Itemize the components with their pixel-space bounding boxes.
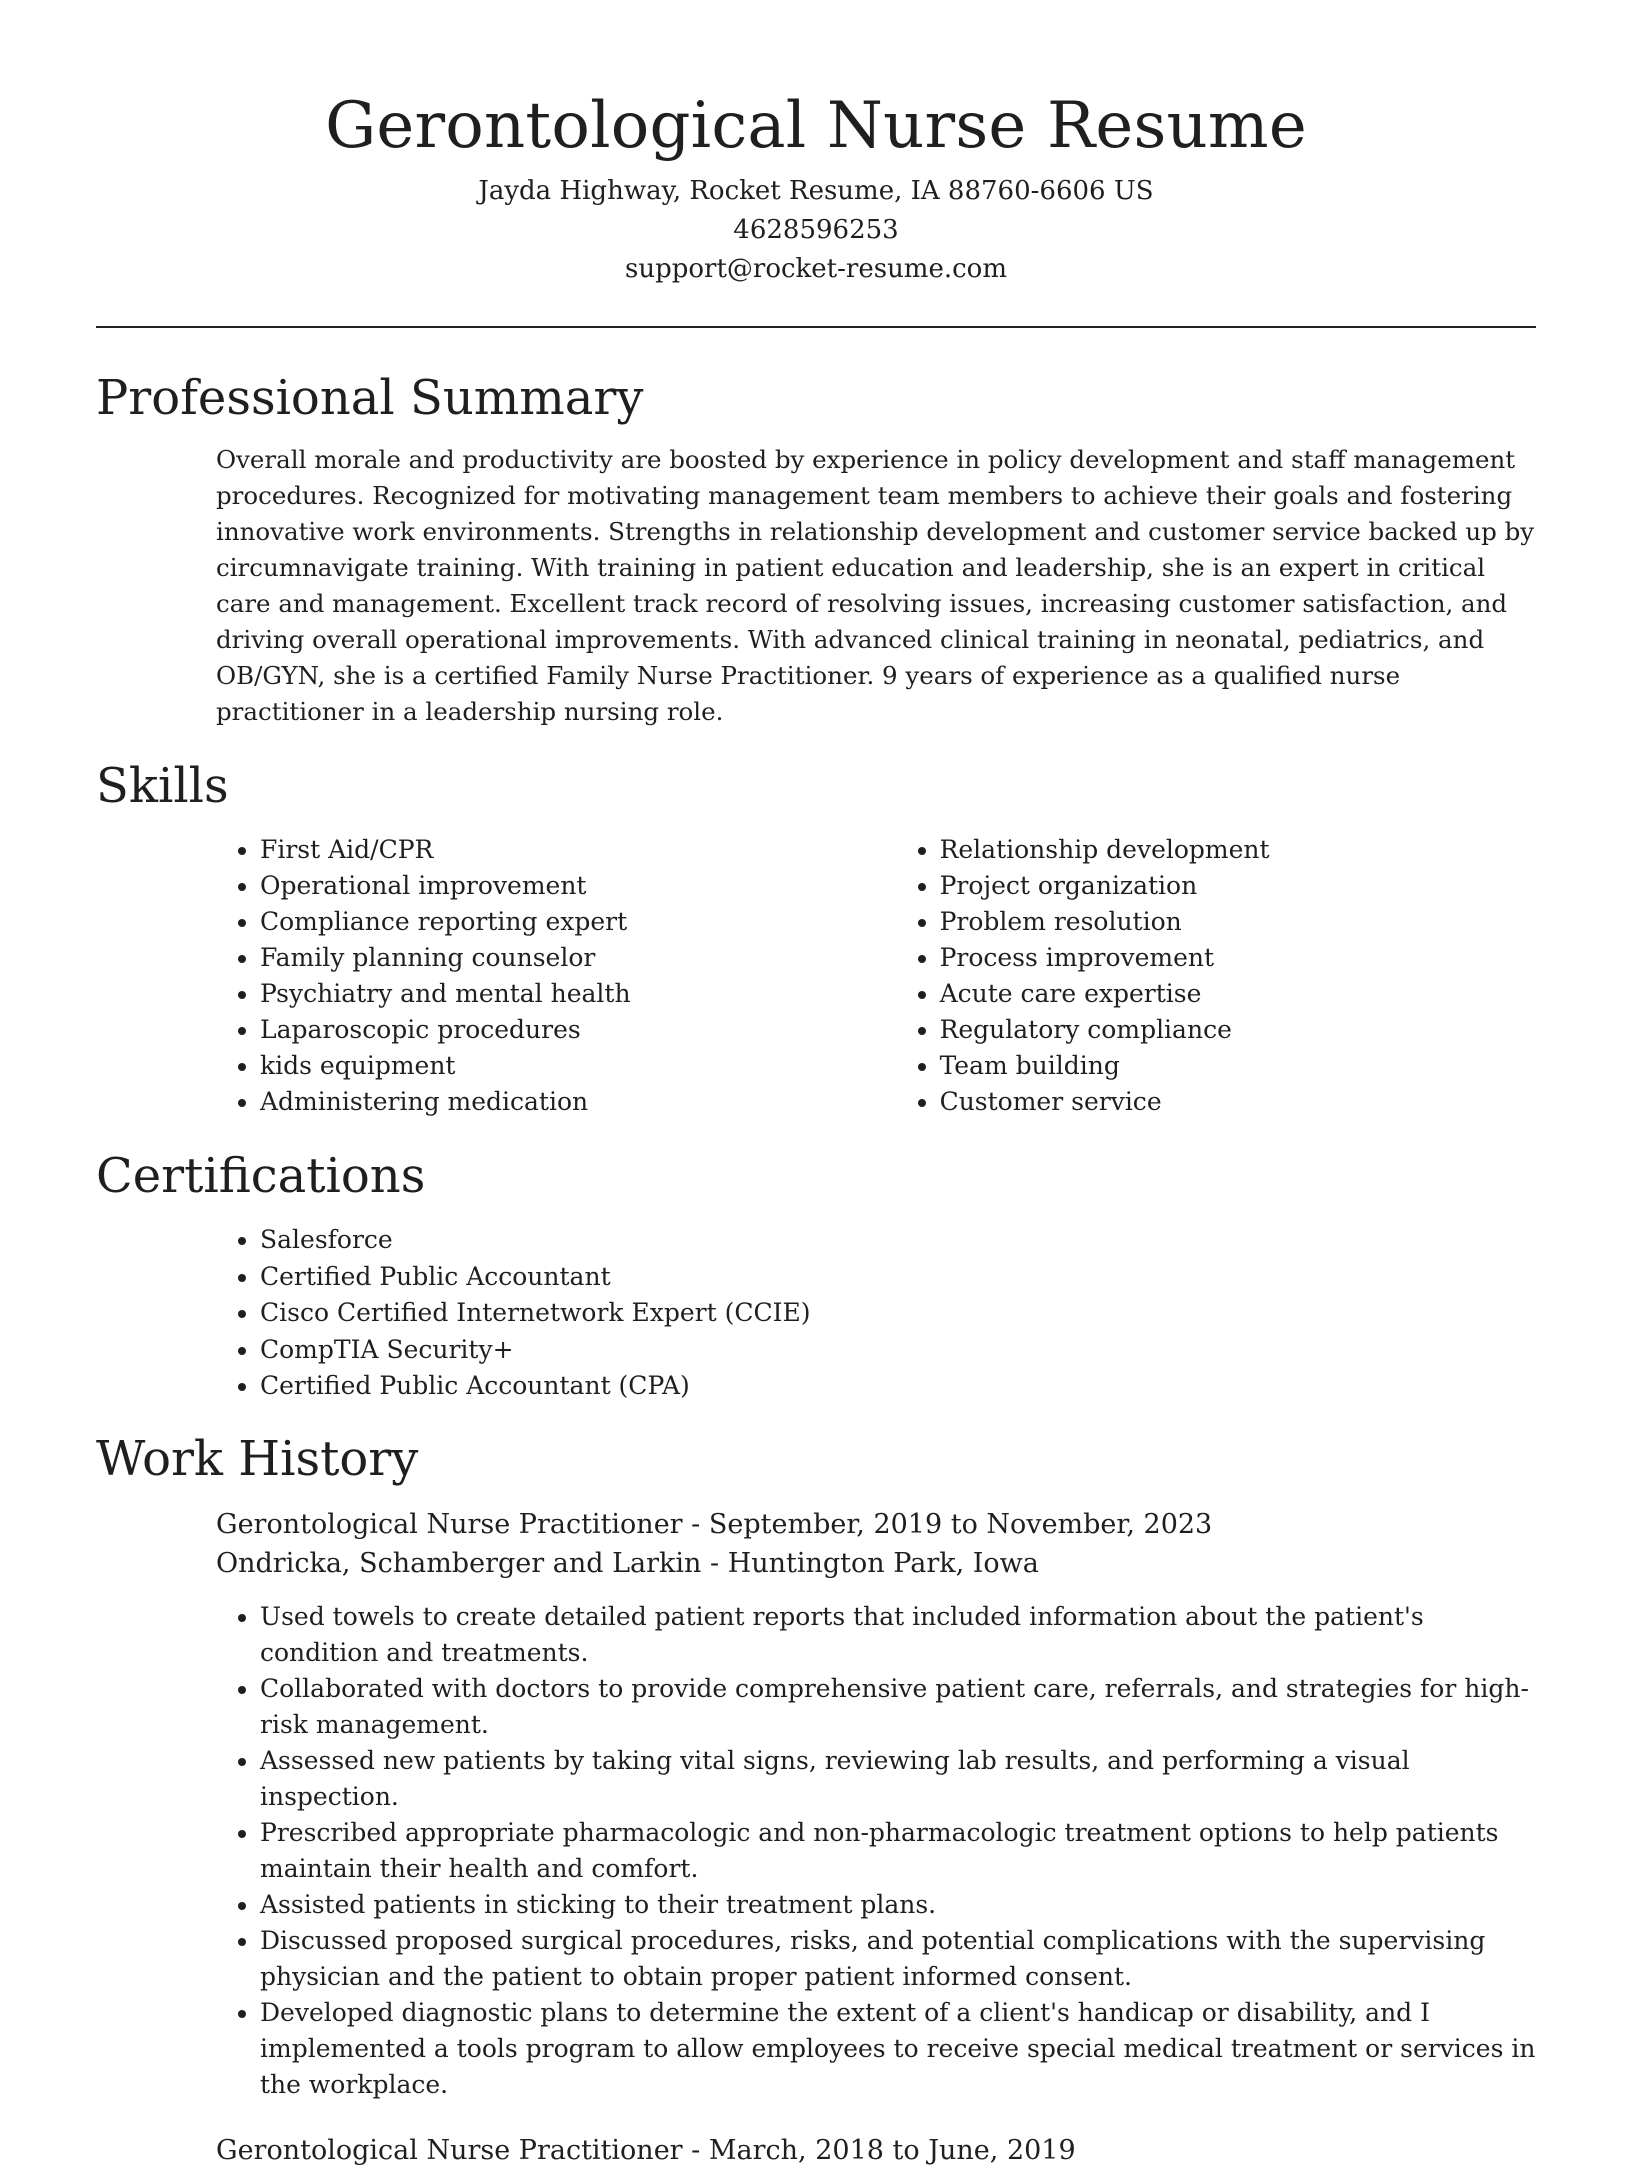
certification-item: • Cisco Certified Internetwork Expert (CCIE) [260, 1295, 1536, 1332]
skill-item: • Process improvement [940, 940, 1536, 976]
skill-item: • Family planning counselor [260, 940, 896, 976]
certification-item: • Certified Public Accountant [260, 1259, 1536, 1296]
skill-item: • Problem resolution [940, 904, 1536, 940]
job-1-location: Huntington Park, Iowa [727, 1547, 1039, 1579]
work-history-heading: Work History [96, 1430, 419, 1487]
summary-text: Overall morale and productivity are boosted by experience in policy development and staff management procedures. Recognized for motivating management team members to achieve their goals and fostering innovative work environments. Strengths in relationship development and customer service backed up by circumnavigate training. With training in patient education and leadership, she is an expert in critical care and management. Excellent track record of resolving issues, increasing customer satisfaction, and driving overall operational improvements. With advanced clinical training in neonatal, pediatrics, and OB/GYN, she is a certified Family Nurse Practitioner. 9 years of experience as a qualified nurse practitioner in a leadership nursing role. [216, 445, 1535, 726]
job-2-header [216, 2131, 1536, 2170]
skills-right-list [896, 832, 1536, 1120]
duty-item: • Prescribed appropriate pharmacologic and non-pharmacologic treatment options to help patients maintain their health and comfort. [260, 1815, 1536, 1887]
skill-item: • Laparoscopic procedures [260, 1012, 896, 1048]
job-2-title: Gerontological Nurse Practitioner [216, 2134, 683, 2166]
job-1-duties [216, 1599, 1536, 2103]
skill-item: • Administering medication [260, 1084, 896, 1120]
summary-heading: Professional Summary [96, 370, 644, 426]
job-1-separator: - [682, 1508, 709, 1540]
job-1-company-line [216, 1544, 1536, 1583]
resume-page [96, 0, 1536, 2170]
certification-item: • CompTIA Security+ [260, 1332, 1536, 1369]
skill-item: • Operational improvement [260, 868, 896, 904]
job-1-header [216, 1505, 1536, 1583]
skill-item: • Customer service [940, 1084, 1536, 1120]
job-1-dates: September, 2019 to November, 2023 [708, 1508, 1213, 1540]
skill-item: • Team building [940, 1048, 1536, 1084]
job-1-company-separator: - [701, 1547, 728, 1579]
contact-email: support@rocket-resume.com [624, 254, 1007, 284]
skill-item: • Relationship development [940, 832, 1536, 868]
skill-item: • Compliance reporting expert [260, 904, 896, 940]
skills-grid [216, 832, 1536, 1120]
contact-block [96, 172, 1536, 289]
skill-item: • Regulatory compliance [940, 1012, 1536, 1048]
resume-title: Gerontological Nurse Resume [325, 89, 1307, 163]
duty-item: • Used towels to create detailed patient reports that included information about the patient's condition and treatments. [260, 1599, 1536, 1671]
job-2-separator: - [682, 2134, 709, 2166]
duty-item: • Collaborated with doctors to provide comprehensive patient care, referrals, and strategies for high-risk management. [260, 1671, 1536, 1743]
contact-phone: 4628596253 [733, 215, 899, 245]
duty-item: • Developed diagnostic plans to determine the extent of a client's handicap or disability, and I implemented a tools program to allow employees to receive special medical treatment or services in the workplace. [260, 1995, 1536, 2103]
skill-item: • First Aid/CPR [260, 832, 896, 868]
job-2-dates: March, 2018 to June, 2019 [708, 2134, 1076, 2166]
duty-item: • Discussed proposed surgical procedures, risks, and potential complications with the supervising physician and the patient to obtain proper patient informed consent. [260, 1923, 1536, 1995]
contact-address: Jayda Highway, Rocket Resume, IA 88760-6606 US [478, 176, 1154, 206]
skill-item: • Psychiatry and mental health [260, 976, 896, 1012]
skill-item: • kids equipment [260, 1048, 896, 1084]
skill-item: • Acute care expertise [940, 976, 1536, 1012]
certification-item: • Salesforce [260, 1222, 1536, 1259]
job-1-title: Gerontological Nurse Practitioner [216, 1508, 683, 1540]
skill-item: • Project organization [940, 868, 1536, 904]
skills-heading: Skills [96, 758, 229, 814]
certifications-list [216, 1222, 1536, 1405]
duty-item: • Assessed new patients by taking vital signs, reviewing lab results, and performing a visual inspection. [260, 1743, 1536, 1815]
job-1-title-line [216, 1505, 1536, 1544]
duty-item: • Assisted patients in sticking to their treatment plans. [260, 1887, 1536, 1923]
header-divider [96, 326, 1536, 328]
skills-left-list [216, 832, 896, 1120]
job-1-company: Ondricka, Schamberger and Larkin [216, 1547, 702, 1579]
certification-item: • Certified Public Accountant (CPA) [260, 1368, 1536, 1405]
certifications-heading: Certifications [96, 1148, 426, 1204]
